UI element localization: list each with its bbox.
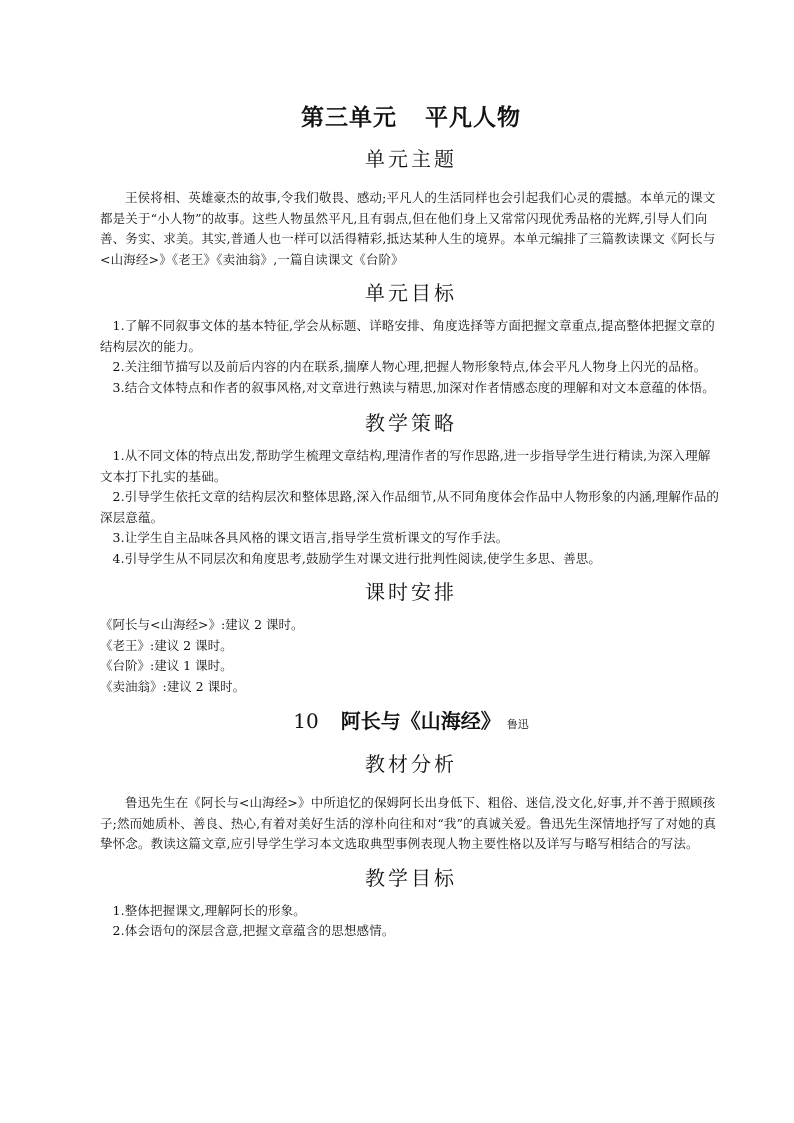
objective-item: 2.体会语句的深层含意,把握文章蕴含的思想感情。 bbox=[112, 923, 395, 938]
document-page bbox=[100, 100, 722, 942]
lesson-number: 10 bbox=[293, 709, 319, 733]
strategy-item: 4.引导学生从不同层次和角度思考,鼓励学生对课文进行批判性阅读,使学生多思、善思。 bbox=[112, 550, 602, 566]
schedule-item: 《卖油翁》:建议 2 课时。 bbox=[100, 678, 246, 694]
strategy-item: 1.从不同文体的特点出发,帮助学生梳理文章结构,理清作者的写作思路,进一步指导学生进行精读,为深入理解文本打下扎实的基础。 bbox=[100, 448, 711, 484]
strategy-item: 3.让学生自主品味各具风格的课文语言,指导学生赏析课文的写作手法。 bbox=[112, 530, 509, 545]
schedule-item: 《阿长与<山海经>》:建议 2 课时。 bbox=[100, 617, 304, 632]
unit-title bbox=[100, 100, 722, 136]
objective-item: 1.整体把握课文,理解阿长的形象。 bbox=[112, 902, 306, 918]
lesson-author: 鲁迅 bbox=[506, 718, 529, 731]
goal-item: 1.了解不同叙事文体的基本特征,学会从标题、详略安排、角度选择等方面把握文章重点,提高整体把握文章的结构层次的能力。 bbox=[100, 318, 715, 354]
unit-number: 第三单元 bbox=[301, 104, 397, 131]
strategy-item: 2.引导学生依托文章的结构层次和整体思路,深入作品细节,从不同角度体会作品中人物形象的内涵,理解作品的深层意蕴。 bbox=[100, 489, 719, 525]
unit-name: 平凡人物 bbox=[425, 104, 521, 131]
goal-item: 3.结合文体特点和作者的叙事风格,对文章进行熟读与精思,加深对作者情感态度的理解和对文本意蕴的体悟。 bbox=[112, 379, 715, 395]
lesson-title bbox=[100, 705, 722, 741]
section-heading-objectives: 教学目标 bbox=[365, 865, 457, 890]
section-heading-theme: 单元主题 bbox=[365, 147, 457, 171]
schedule-item: 《台阶》:建议 1 课时。 bbox=[100, 658, 233, 673]
goal-item: 2.关注细节描写以及前后内容的内在联系,揣摩人物心理,把握人物形象特点,体会平凡人物身上闪光的品格。 bbox=[112, 359, 707, 374]
theme-paragraph: 王侯将相、英雄豪杰的故事,令我们敬畏、感动;平凡人的生活同样也会引起我们心灵的震撼。本单元的课文都是关于“小人物”的故事。这些人物虽然平凡,且有弱点,但在他们身上又常常闪现优秀品格的光辉,引导人们向善、务实、求美。其实,普通人也一样可以活得精彩,抵达某种人生的境界。本单元编排了三篇教读课文《阿长与<山海经>》《老王》《卖油翁》,一篇自读课文《台阶》 bbox=[100, 190, 716, 267]
section-heading-analysis: 教材分析 bbox=[365, 752, 457, 776]
section-heading-goals: 单元目标 bbox=[365, 281, 457, 305]
section-heading-strategy: 教学策略 bbox=[365, 411, 457, 435]
schedule-item: 《老王》:建议 2 课时。 bbox=[100, 637, 233, 653]
lesson-name: 阿长与《山海经》 bbox=[340, 709, 501, 733]
section-heading-schedule: 课时安排 bbox=[365, 580, 457, 604]
analysis-paragraph: 鲁迅先生在《阿长与<山海经>》中所追忆的保姆阿长出身低下、粗俗、迷信,没文化,好事,并不善于照顾孩子;然而她质朴、善良、热心,有着对美好生活的淳朴向往和对“我”的真诚关爱。鲁迅先生深情地抒写了对她的真挚怀念。教读这篇文章,应引导学生学习本文选取典型事例表现人物主要性格以及详写与略写相结合的写法。 bbox=[100, 795, 717, 851]
